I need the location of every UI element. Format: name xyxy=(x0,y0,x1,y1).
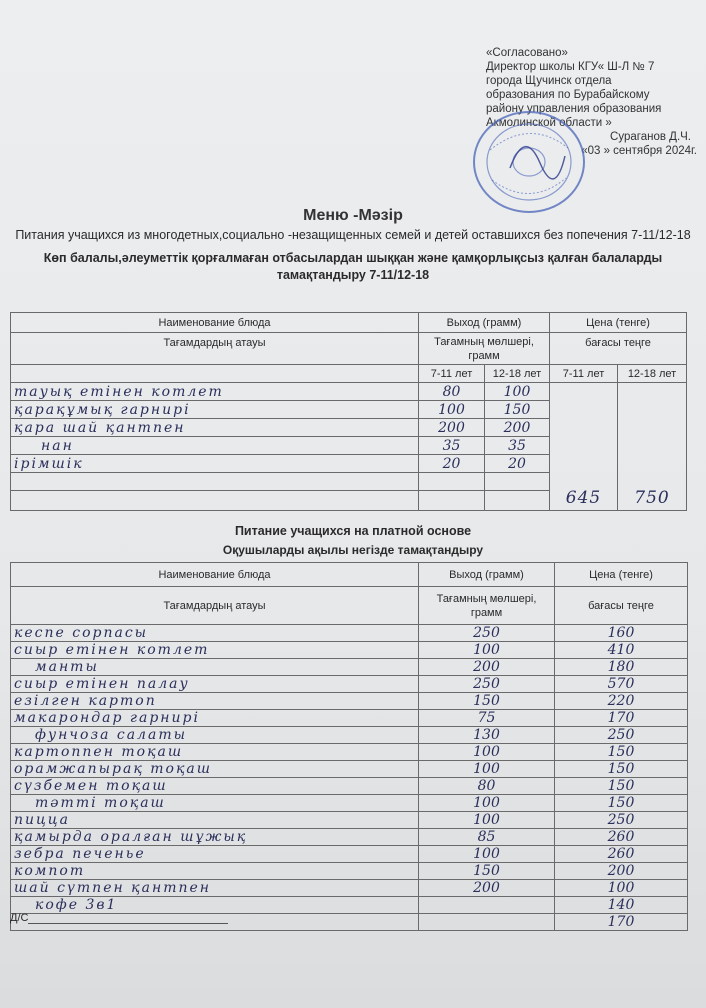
dish-name: езілген картоп xyxy=(11,693,419,710)
price-value: 410 xyxy=(555,642,688,659)
dish-name: компот xyxy=(11,863,419,880)
dish-name: сиыр етінен котлет xyxy=(11,642,419,659)
header-price-ru: Цена (тенге) xyxy=(550,313,687,333)
yield-value xyxy=(419,491,485,511)
header-yield-kz: Тағамның мөлшері, грамм xyxy=(419,587,555,625)
yield-value: 150 xyxy=(485,401,550,419)
price-value: 260 xyxy=(555,846,688,863)
ds-signature-line xyxy=(10,912,228,924)
yield-value xyxy=(419,914,555,931)
yield-value: 200 xyxy=(419,419,485,437)
yield-value: 100 xyxy=(419,795,555,812)
approval-line: города Щучинск отдела xyxy=(486,75,612,87)
approval-date: «03 » сентября 2024г. xyxy=(581,145,697,157)
price-value: 170 xyxy=(555,914,688,931)
dish-name: қара шай қантпен xyxy=(11,419,419,437)
yield-value: 100 xyxy=(419,846,555,863)
price-value: 250 xyxy=(555,727,688,744)
yield-value: 250 xyxy=(419,676,555,693)
header-age: 12-18 лет xyxy=(618,365,687,383)
dish-name: орамжапырақ тоқаш xyxy=(11,761,419,778)
price-value: 750 xyxy=(618,383,687,511)
subtitle-kz: Көп балалы,әлеуметтік қорғалмаған отбасылардан шыққан және қамқорлықсыз қалған балаларды тамақтандыру 7-11/12-18 xyxy=(43,251,663,282)
yield-value: 85 xyxy=(419,829,555,846)
signature-underline xyxy=(28,923,228,924)
yield-value: 100 xyxy=(485,383,550,401)
section-title-kz: Оқушыларды ақылы негізде тамақтандыру xyxy=(222,543,484,557)
dish-name xyxy=(11,473,419,491)
dish-name: сиыр етінен палау xyxy=(11,676,419,693)
dish-name: қарақұмық гарнирі xyxy=(11,401,419,419)
dish-name: кеспе сорпасы xyxy=(11,625,419,642)
yield-value: 35 xyxy=(485,437,550,455)
yield-value: 250 xyxy=(419,625,555,642)
subtitle-ru: Питания учащихся из многодетных,социально -незащищенных семей и детей оставшихся без попечения 7-11/12-18 xyxy=(15,228,691,242)
document-title: Меню -Мәзір xyxy=(303,207,403,224)
yield-value xyxy=(485,491,550,511)
dish-name: нан xyxy=(11,437,419,455)
yield-value: 150 xyxy=(419,863,555,880)
approval-line: «Согласовано» xyxy=(486,47,568,59)
yield-value: 150 xyxy=(419,693,555,710)
price-value: 150 xyxy=(555,795,688,812)
yield-value: 100 xyxy=(419,812,555,829)
yield-value xyxy=(419,897,555,914)
yield-value: 200 xyxy=(419,659,555,676)
yield-value: 200 xyxy=(485,419,550,437)
yield-value: 200 xyxy=(419,880,555,897)
yield-value xyxy=(485,473,550,491)
price-value: 170 xyxy=(555,710,688,727)
school-stamp xyxy=(470,108,588,216)
header-age: 7-11 лет xyxy=(419,365,485,383)
header-age: 7-11 лет xyxy=(550,365,618,383)
price-value: 140 xyxy=(555,897,688,914)
yield-value: 100 xyxy=(419,401,485,419)
price-value: 160 xyxy=(555,625,688,642)
yield-value: 80 xyxy=(419,383,485,401)
dish-name: тәтті тоқаш xyxy=(11,795,419,812)
approval-line: образования по Бурабайскому xyxy=(486,89,650,101)
dish-name xyxy=(11,491,419,511)
header-blank xyxy=(11,365,419,383)
price-value: 250 xyxy=(555,812,688,829)
dish-name: қамырда оралған шұжық xyxy=(11,829,419,846)
price-value: 645 xyxy=(550,383,618,511)
yield-value: 100 xyxy=(419,744,555,761)
yield-value: 100 xyxy=(419,642,555,659)
dish-name: фунчоза салаты xyxy=(11,727,419,744)
yield-value: 20 xyxy=(485,455,550,473)
approval-line: Директор школы КГУ« Ш-Л № 7 xyxy=(486,61,655,73)
header-yield-ru: Выход (грамм) xyxy=(419,563,555,587)
price-value: 150 xyxy=(555,761,688,778)
yield-value: 130 xyxy=(419,727,555,744)
price-value: 220 xyxy=(555,693,688,710)
yield-value: 20 xyxy=(419,455,485,473)
price-value: 150 xyxy=(555,744,688,761)
yield-value xyxy=(419,473,485,491)
dish-name: картоппен тоқаш xyxy=(11,744,419,761)
price-value: 570 xyxy=(555,676,688,693)
yield-value: 75 xyxy=(419,710,555,727)
dish-name: макарондар гарнирі xyxy=(11,710,419,727)
header-price-ru: Цена (тенге) xyxy=(555,563,688,587)
dish-name: манты xyxy=(11,659,419,676)
header-dish-ru: Наименование блюда xyxy=(11,563,419,587)
signature-name: Сураганов Д.Ч. xyxy=(610,131,691,143)
yield-value: 35 xyxy=(419,437,485,455)
yield-value: 80 xyxy=(419,778,555,795)
section-title-ru: Питание учащихся на платной основе xyxy=(234,524,472,538)
header-age: 12-18 лет xyxy=(485,365,550,383)
menu-table-social xyxy=(10,312,687,511)
price-value: 260 xyxy=(555,829,688,846)
price-value: 150 xyxy=(555,778,688,795)
header-yield-kz: Тағамның мөлшері, грамм xyxy=(419,333,550,365)
dish-name: пицца xyxy=(11,812,419,829)
dish-name: тауық етінен котлет xyxy=(11,383,419,401)
price-value: 100 xyxy=(555,880,688,897)
header-dish-ru: Наименование блюда xyxy=(11,313,419,333)
header-yield-ru: Выход (грамм) xyxy=(419,313,550,333)
dish-name: сүзбемен тоқаш xyxy=(11,778,419,795)
header-price-kz: бағасы теңге xyxy=(555,587,688,625)
price-value: 180 xyxy=(555,659,688,676)
approval-line: Акмолинской области » xyxy=(486,117,612,129)
price-value: 200 xyxy=(555,863,688,880)
dish-name: кофе 3в1 xyxy=(11,897,419,914)
approval-line: району управления образования xyxy=(486,103,662,115)
header-dish-kz: Тағамдардың атауы xyxy=(11,333,419,365)
yield-value: 100 xyxy=(419,761,555,778)
header-price-kz: бағасы теңге xyxy=(550,333,687,365)
dish-name: ірімшік xyxy=(11,455,419,473)
menu-table-paid xyxy=(10,562,688,931)
dish-name: зебра печенье xyxy=(11,846,419,863)
dish-name: шай сүтпен қантпен xyxy=(11,880,419,897)
header-dish-kz: Тағамдардың атауы xyxy=(11,587,419,625)
ds-label: Д/С xyxy=(10,912,29,924)
